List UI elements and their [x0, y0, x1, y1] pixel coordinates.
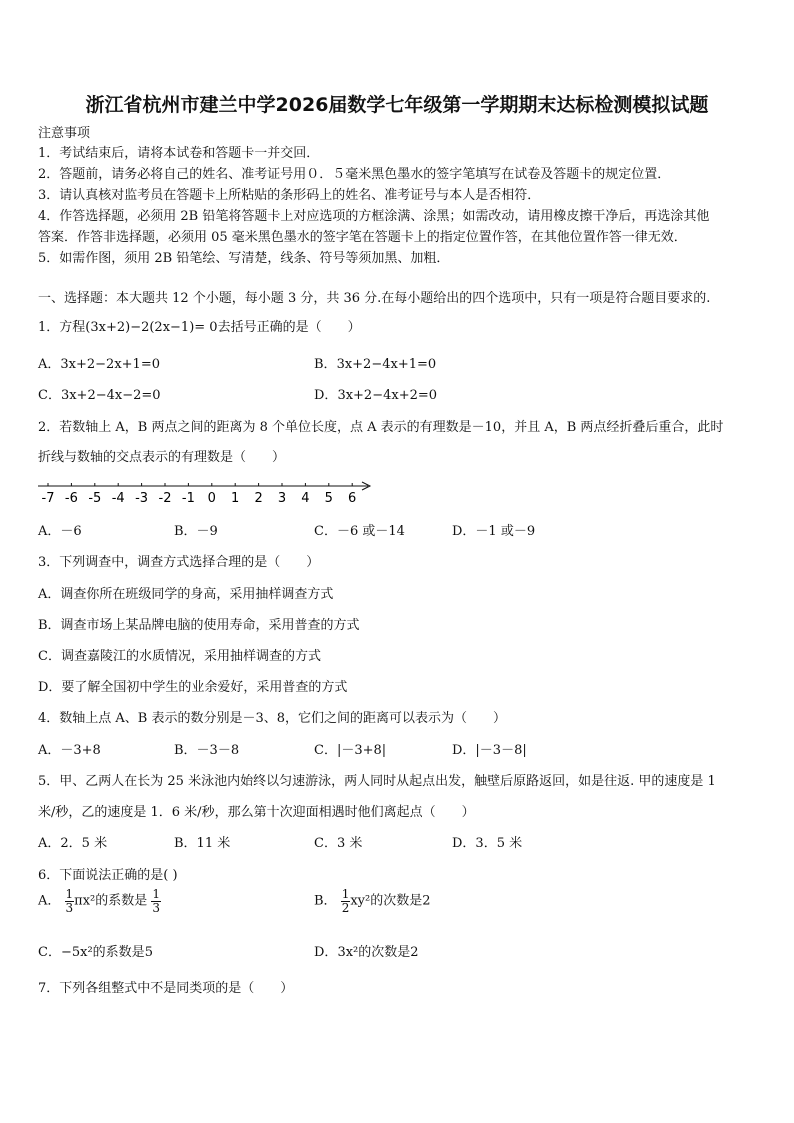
option-b: B．－9 — [174, 524, 218, 539]
tick-label: -4 — [111, 491, 125, 506]
tick-label: 1 — [231, 491, 240, 506]
tick-label: 5 — [324, 491, 333, 506]
tick-label: -2 — [158, 491, 172, 506]
option-c: C．3x+2−4x−2=0 — [38, 388, 161, 403]
option-c: C．−5x²的系数是5 — [38, 945, 153, 960]
notice-item: 1．考试结束后，请将本试卷和答题卡一并交回． — [38, 146, 320, 161]
tick-label: 2 — [254, 491, 263, 506]
question-2-stem: 2．若数轴上 A，B 两点之间的距离为 8 个单位长度，点 A 表示的有理数是－10，并且 A，B 两点经折叠后重合，此时 — [38, 420, 724, 435]
tick-label: -5 — [88, 491, 102, 506]
option-a: A．－6 — [38, 524, 82, 539]
tick-label: 4 — [301, 491, 310, 506]
option-d: D．|－3－8| — [452, 743, 527, 758]
notice-heading: 注意事项 — [38, 126, 91, 141]
option-a: A．3x+2−2x+1=0 — [38, 357, 160, 372]
notice-item: 2．答题前，请务必将自己的姓名、准考证号用０．５毫米黑色墨水的签字笔填写在试卷及答题卡的规定位置． — [38, 167, 671, 182]
section-heading: 一、选择题：本大题共 12 个小题，每小题 3 分，共 36 分.在每小题给出的四个选项中，只有一项是符合题目要求的. — [38, 291, 711, 306]
option-b: B．调查市场上某品牌电脑的使用寿命，采用普查的方式 — [38, 618, 360, 633]
option-c: C．|－3+8| — [314, 743, 387, 758]
option-d: D．3x+2−4x+2=0 — [314, 388, 438, 403]
notice-item: 5．如需作图，须用 2B 铅笔绘、写清楚，线条、符号等须加黑、加粗． — [38, 251, 450, 266]
tick-label: 6 — [348, 491, 357, 506]
tick-label: 3 — [277, 491, 287, 506]
question-1-stem: 1．方程(3x+2)−2(2x−1)= 0去括号正确的是（ ） — [38, 320, 361, 335]
question-5-stem: 5．甲、乙两人在长为 25 米泳池内始终以匀速游泳，两人同时从起点出发，触壁后原路返回，如是往返. 甲的速度是 1 — [38, 774, 716, 789]
option-a: A． $\frac{1}{3}$ πx²的系数是 $\frac{1}{3}$ — [38, 887, 161, 915]
tick-label: -1 — [181, 491, 195, 506]
notice-item: 答案．作答非选择题，必须用 05 毫米黑色墨水的签字笔在答题卡上的指定位置作答，在其他位置作答一律无效． — [38, 230, 687, 245]
option-c: C．－6 或－14 — [314, 524, 405, 539]
option-b: B．－3－8 — [174, 743, 240, 758]
question-7-stem: 7．下列各组整式中不是同类项的是（ ） — [38, 981, 294, 996]
question-6-stem: 6．下面说法正确的是( ) — [38, 868, 178, 883]
tick-label: -6 — [64, 491, 78, 506]
option-b: B．11 米 — [174, 836, 231, 851]
number-line — [38, 478, 378, 508]
option-d: D．3．5 米 — [452, 836, 523, 851]
tick-label: 0 — [207, 491, 216, 506]
option-d: D．3x²的次数是2 — [314, 945, 419, 960]
option-b: B．3x+2−4x+1=0 — [314, 357, 437, 372]
fraction: $\frac{1}{3}$ — [65, 887, 74, 915]
question-5-stem: 米/秒，乙的速度是 1．6 米/秒，那么第十次迎面相遇时他们离起点（ ） — [38, 805, 475, 820]
page-title: 浙江省杭州市建兰中学2026届数学七年级第一学期期末达标检测模拟试题 — [85, 94, 709, 116]
notice-item: 3．请认真核对监考员在答题卡上所粘贴的条形码上的姓名、准考证号与本人是否相符． — [38, 188, 541, 203]
tick-label: -7 — [41, 491, 55, 506]
tick-label: -3 — [135, 491, 149, 506]
option-b: B． $\frac{1}{2}$ xy²的次数是2 — [314, 887, 431, 915]
option-d: D．要了解全国初中学生的业余爱好，采用普查的方式 — [38, 680, 348, 695]
notice-item: 4．作答选择题，必须用 2B 铅笔将答题卡上对应选项的方框涂满、涂黑；如需改动，请用橡皮擦干净后，再选涂其他 — [38, 209, 710, 224]
option-d: D．－1 或－9 — [452, 524, 536, 539]
option-a: A．－3+8 — [38, 743, 101, 758]
option-a: A．2．5 米 — [38, 836, 108, 851]
question-3-stem: 3．下列调查中，调查方式选择合理的是（ ） — [38, 555, 320, 570]
fraction: $\frac{1}{2}$ — [341, 887, 350, 915]
question-2-stem: 折线与数轴的交点表示的有理数是（ ） — [38, 450, 286, 465]
fraction: $\frac{1}{3}$ — [152, 887, 161, 915]
option-a: A．调查你所在班级同学的身高，采用抽样调查方式 — [38, 587, 334, 602]
question-4-stem: 4．数轴上点 A、B 表示的数分别是－3、8，它们之间的距离可以表示为（ ） — [38, 711, 507, 726]
option-c: C．调查嘉陵江的水质情况，采用抽样调查的方式 — [38, 649, 321, 664]
option-c: C．3 米 — [314, 836, 363, 851]
